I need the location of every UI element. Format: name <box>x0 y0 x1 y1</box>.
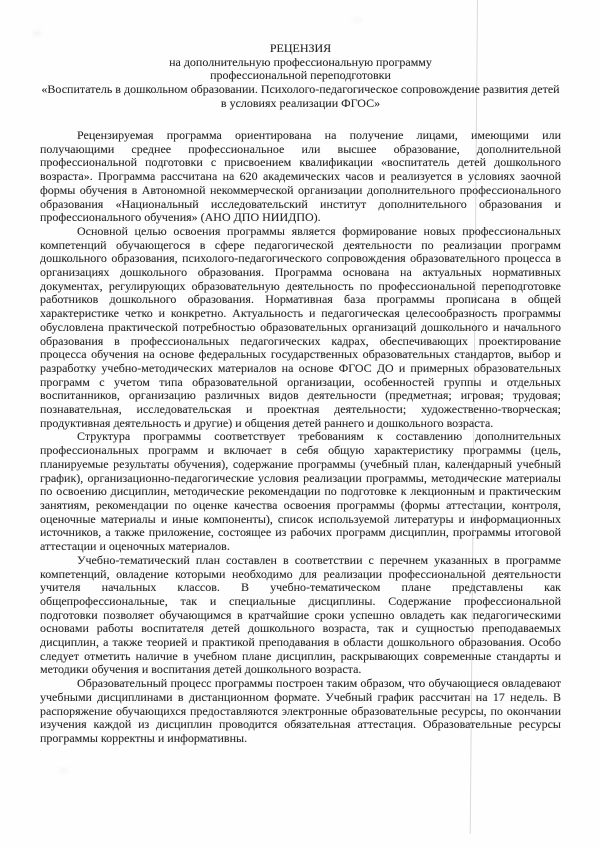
paragraph-curriculum-plan: Учебно-тематический план составлен в соответствии с перечнем указанных в программе компетенций, овладение которыми необходимо для реализации профессиональной деятельности учителя начальных классов. В учебно-тематическом плане представлены как общепрофессиональные, так и специальные дисциплины. Содержание профессиональной подготовки позволяет обучающимся в кратчайшие сроки успешно овладеть как педагогическими основами работы воспитателя детей дошкольного возраста, так и сущностью преподаваемых дисциплин, а также теорией и практикой преподавания в области дошкольного образования. Особо следует отметить наличие в учебном плане дисциплин, раскрывающих современные стандарты и методики обучения и воспитания детей дошкольного возраста. <box>40 552 561 677</box>
review-title-block <box>40 42 561 111</box>
paragraph-program-goal: Основной целью освоения программы является формирование новых профессиональных компетенций обучающегося в сфере педагогической деятельности по реализации программ дошкольного образования, психолого-педагогического сопровождения образовательного процесса в организациях дошкольного образования. Программа основана на актуальных нормативных документах, регулирующих образовательную деятельность по профессиональной переподготовке работников дошкольного образования. Нормативная база программы прописана в общей характеристике четко и конкретно. Актуальность и педагогическая целесообразность программы обусловлена практической потребностью образовательных организаций дошкольного и начального образования в профессиональных педагогических кадрах, обеспечивающих проектирование процесса обучения на основе федеральных государственных образовательных стандартов, выбор и разработку учебно-методических материалов на основе ФГОС ДО и примерных образовательных программ с учетом типа образовательной организации, особенностей группы и отдельных воспитанников, организацию различных видов деятельности (предметная; игровая; трудовая; познавательная, исследовательская и проектная деятельности; художественно-творческая; продуктивная деятельность и другие) и общения детей раннего и дошкольного возраста. <box>40 223 561 430</box>
paragraph-program-structure: Структура программы соответствует требованиям к составлению дополнительных профессиональных программ и включает в себя общую характеристику программы (цель, планируемые результаты обучения), содержание программы (учебный план, календарный учебный график), организационно-педагогические условия реализации программы, методические материалы по освоению дисциплин, методические рекомендации по подготовке к лекционным и практическим занятиям, рекомендации по оценке качества освоения программы (формы аттестации, контроля, оценочные материалы и иные компоненты), список используемой литературы и информационных источников, а также приложение, состоящее из рабочих программ дисциплин, программы итоговой аттестации и оценочных материалов. <box>40 429 561 554</box>
review-program-name: «Воспитатель в дошкольном образовании. Психолого-педагогическое сопровождение развития детей в условиях реализации ФГОС» <box>41 82 560 110</box>
scan-smudge <box>352 18 363 22</box>
paragraph-program-overview: Рецензируемая программа ориентирована на получение лицами, имеющими или получающими среднее профессиональное или высшее образование, дополнительной профессиональной подготовки с присвоением квалификации «воспитатель детей дошкольного возраста». Программа рассчитана на 620 академических часов и реализуется в условиях заочной формы обучения в Автономной некоммерческой организации дополнительного профессионального образования «Национальный исследовательский институт дополнительного образования и профессионального обучения» (АНО ДПО НИИДПО). <box>40 128 561 225</box>
review-title: РЕЦЕНЗИЯ <box>269 41 332 55</box>
scan-smudge <box>59 768 68 773</box>
scan-smudge <box>33 31 41 36</box>
review-subtitle-retraining: профессиональной переподготовки <box>210 68 391 83</box>
paragraph-educational-process: Образовательный процесс программы построен таким образом, что обучающиеся овладевают учебными дисциплинами в дистанционном формате. Учебный график рассчитан на 17 недель. В распоряжение обучающихся предоставляются электронные образовательные ресурсы, по окончании изучения каждой из дисциплин проводится обязательная аттестация. Образовательные ресурсы программы корректны и информативны. <box>40 676 561 745</box>
review-body <box>40 129 561 746</box>
review-subtitle-program: на дополнительную профессиональную программу <box>169 54 432 69</box>
